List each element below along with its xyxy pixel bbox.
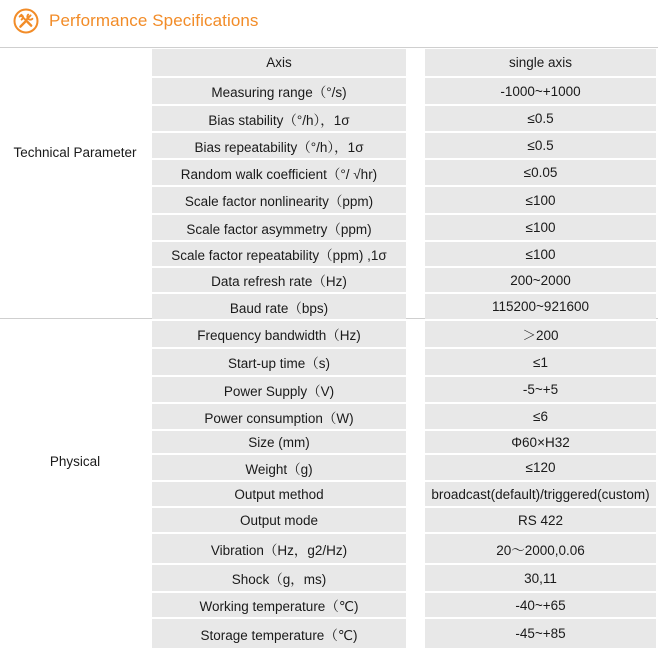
table-row [152, 187, 656, 213]
param-cell: Shock（g，ms) [152, 565, 406, 591]
cell-gap [406, 187, 425, 213]
cell-gap [406, 268, 425, 292]
cell-gap [406, 106, 425, 131]
table-row [152, 294, 656, 319]
value-cell: ≤100 [425, 187, 656, 213]
table-row [152, 534, 656, 563]
cell-gap [406, 404, 425, 429]
group-label-technical: Technical Parameter [13, 145, 137, 160]
param-cell: Bias stability（°/h），1σ [152, 106, 406, 131]
value-cell: -5~+5 [425, 377, 656, 402]
param-cell: Random walk coefficient（°/ √hr) [152, 160, 406, 185]
value-cell: Φ60×H32 [425, 431, 656, 453]
table-row [152, 321, 656, 347]
value-cell: ≤0.5 [425, 106, 656, 131]
cell-gap [406, 78, 425, 104]
param-cell: Scale factor repeatability（ppm) ,1σ [152, 242, 406, 266]
param-cell: Working temperature（℃) [152, 593, 406, 617]
param-cell: Data refresh rate（Hz) [152, 268, 406, 292]
param-cell: Power Supply（V) [152, 377, 406, 402]
table-row [152, 431, 656, 453]
table-row [152, 482, 656, 506]
section-header [13, 6, 259, 36]
value-cell: 200~2000 [425, 268, 656, 292]
value-cell: ≤1 [425, 349, 656, 375]
table-row [152, 133, 656, 158]
cell-gap [406, 619, 425, 648]
group-label-physical: Physical [49, 454, 101, 469]
param-cell: Size (mm) [152, 431, 406, 453]
table-row [152, 593, 656, 617]
cell-gap [406, 508, 425, 532]
cell-gap [406, 377, 425, 402]
cell-gap [406, 593, 425, 617]
tools-icon [13, 8, 39, 34]
top-divider [0, 47, 658, 48]
table-row [152, 404, 656, 429]
table-row [152, 349, 656, 375]
cell-gap [406, 455, 425, 480]
cell-gap [406, 294, 425, 319]
value-cell: -40~+65 [425, 593, 656, 617]
table-row [152, 619, 656, 648]
value-cell: ≤100 [425, 242, 656, 266]
table-row [152, 455, 656, 480]
value-cell: 30,11 [425, 565, 656, 591]
table-row [152, 565, 656, 591]
param-cell: Axis [152, 49, 406, 76]
param-cell: Scale factor asymmetry（ppm) [152, 215, 406, 240]
table-row [152, 78, 656, 104]
value-cell: -1000~+1000 [425, 78, 656, 104]
cell-gap [406, 534, 425, 563]
param-cell: Weight（g) [152, 455, 406, 480]
param-cell: Power consumption（W) [152, 404, 406, 429]
cell-gap [406, 215, 425, 240]
cell-gap [406, 160, 425, 185]
value-cell: ≤0.5 [425, 133, 656, 158]
table-row [152, 160, 656, 185]
cell-gap [406, 431, 425, 453]
cell-gap [406, 565, 425, 591]
cell-gap [406, 133, 425, 158]
param-cell: Baud rate（bps) [152, 294, 406, 319]
value-cell: broadcast(default)/triggered(custom) [425, 482, 656, 506]
cell-gap [406, 349, 425, 375]
param-cell: Output method [152, 482, 406, 506]
value-cell: ≤120 [425, 455, 656, 480]
table-row [152, 268, 656, 292]
cell-gap [406, 482, 425, 506]
value-cell: ≤0.05 [425, 160, 656, 185]
value-cell: ≤100 [425, 215, 656, 240]
table-row [152, 242, 656, 266]
cell-gap [406, 242, 425, 266]
value-cell: 115200~921600 [425, 294, 656, 319]
param-cell: Vibration（Hz，g2/Hz) [152, 534, 406, 563]
table-row [152, 215, 656, 240]
table-row [152, 49, 656, 76]
param-cell: Measuring range（°/s) [152, 78, 406, 104]
table-row [152, 377, 656, 402]
cell-gap [406, 321, 425, 347]
param-cell: Scale factor nonlinearity（ppm) [152, 187, 406, 213]
value-cell: single axis [425, 49, 656, 76]
table-row [152, 508, 656, 532]
value-cell: 20～2000,0.06 [425, 534, 656, 563]
section-title: Performance Specifications [49, 11, 259, 30]
param-cell: Frequency bandwidth（Hz) [152, 321, 406, 347]
value-cell: ≤6 [425, 404, 656, 429]
table-row [152, 106, 656, 131]
param-cell: Bias repeatability（°/h），1σ [152, 133, 406, 158]
param-cell: Storage temperature（℃) [152, 619, 406, 648]
value-cell: -45~+85 [425, 619, 656, 648]
param-cell: Start-up time（s) [152, 349, 406, 375]
value-cell: ＞200 [425, 321, 656, 347]
value-cell: RS 422 [425, 508, 656, 532]
cell-gap [406, 49, 425, 76]
param-cell: Output mode [152, 508, 406, 532]
